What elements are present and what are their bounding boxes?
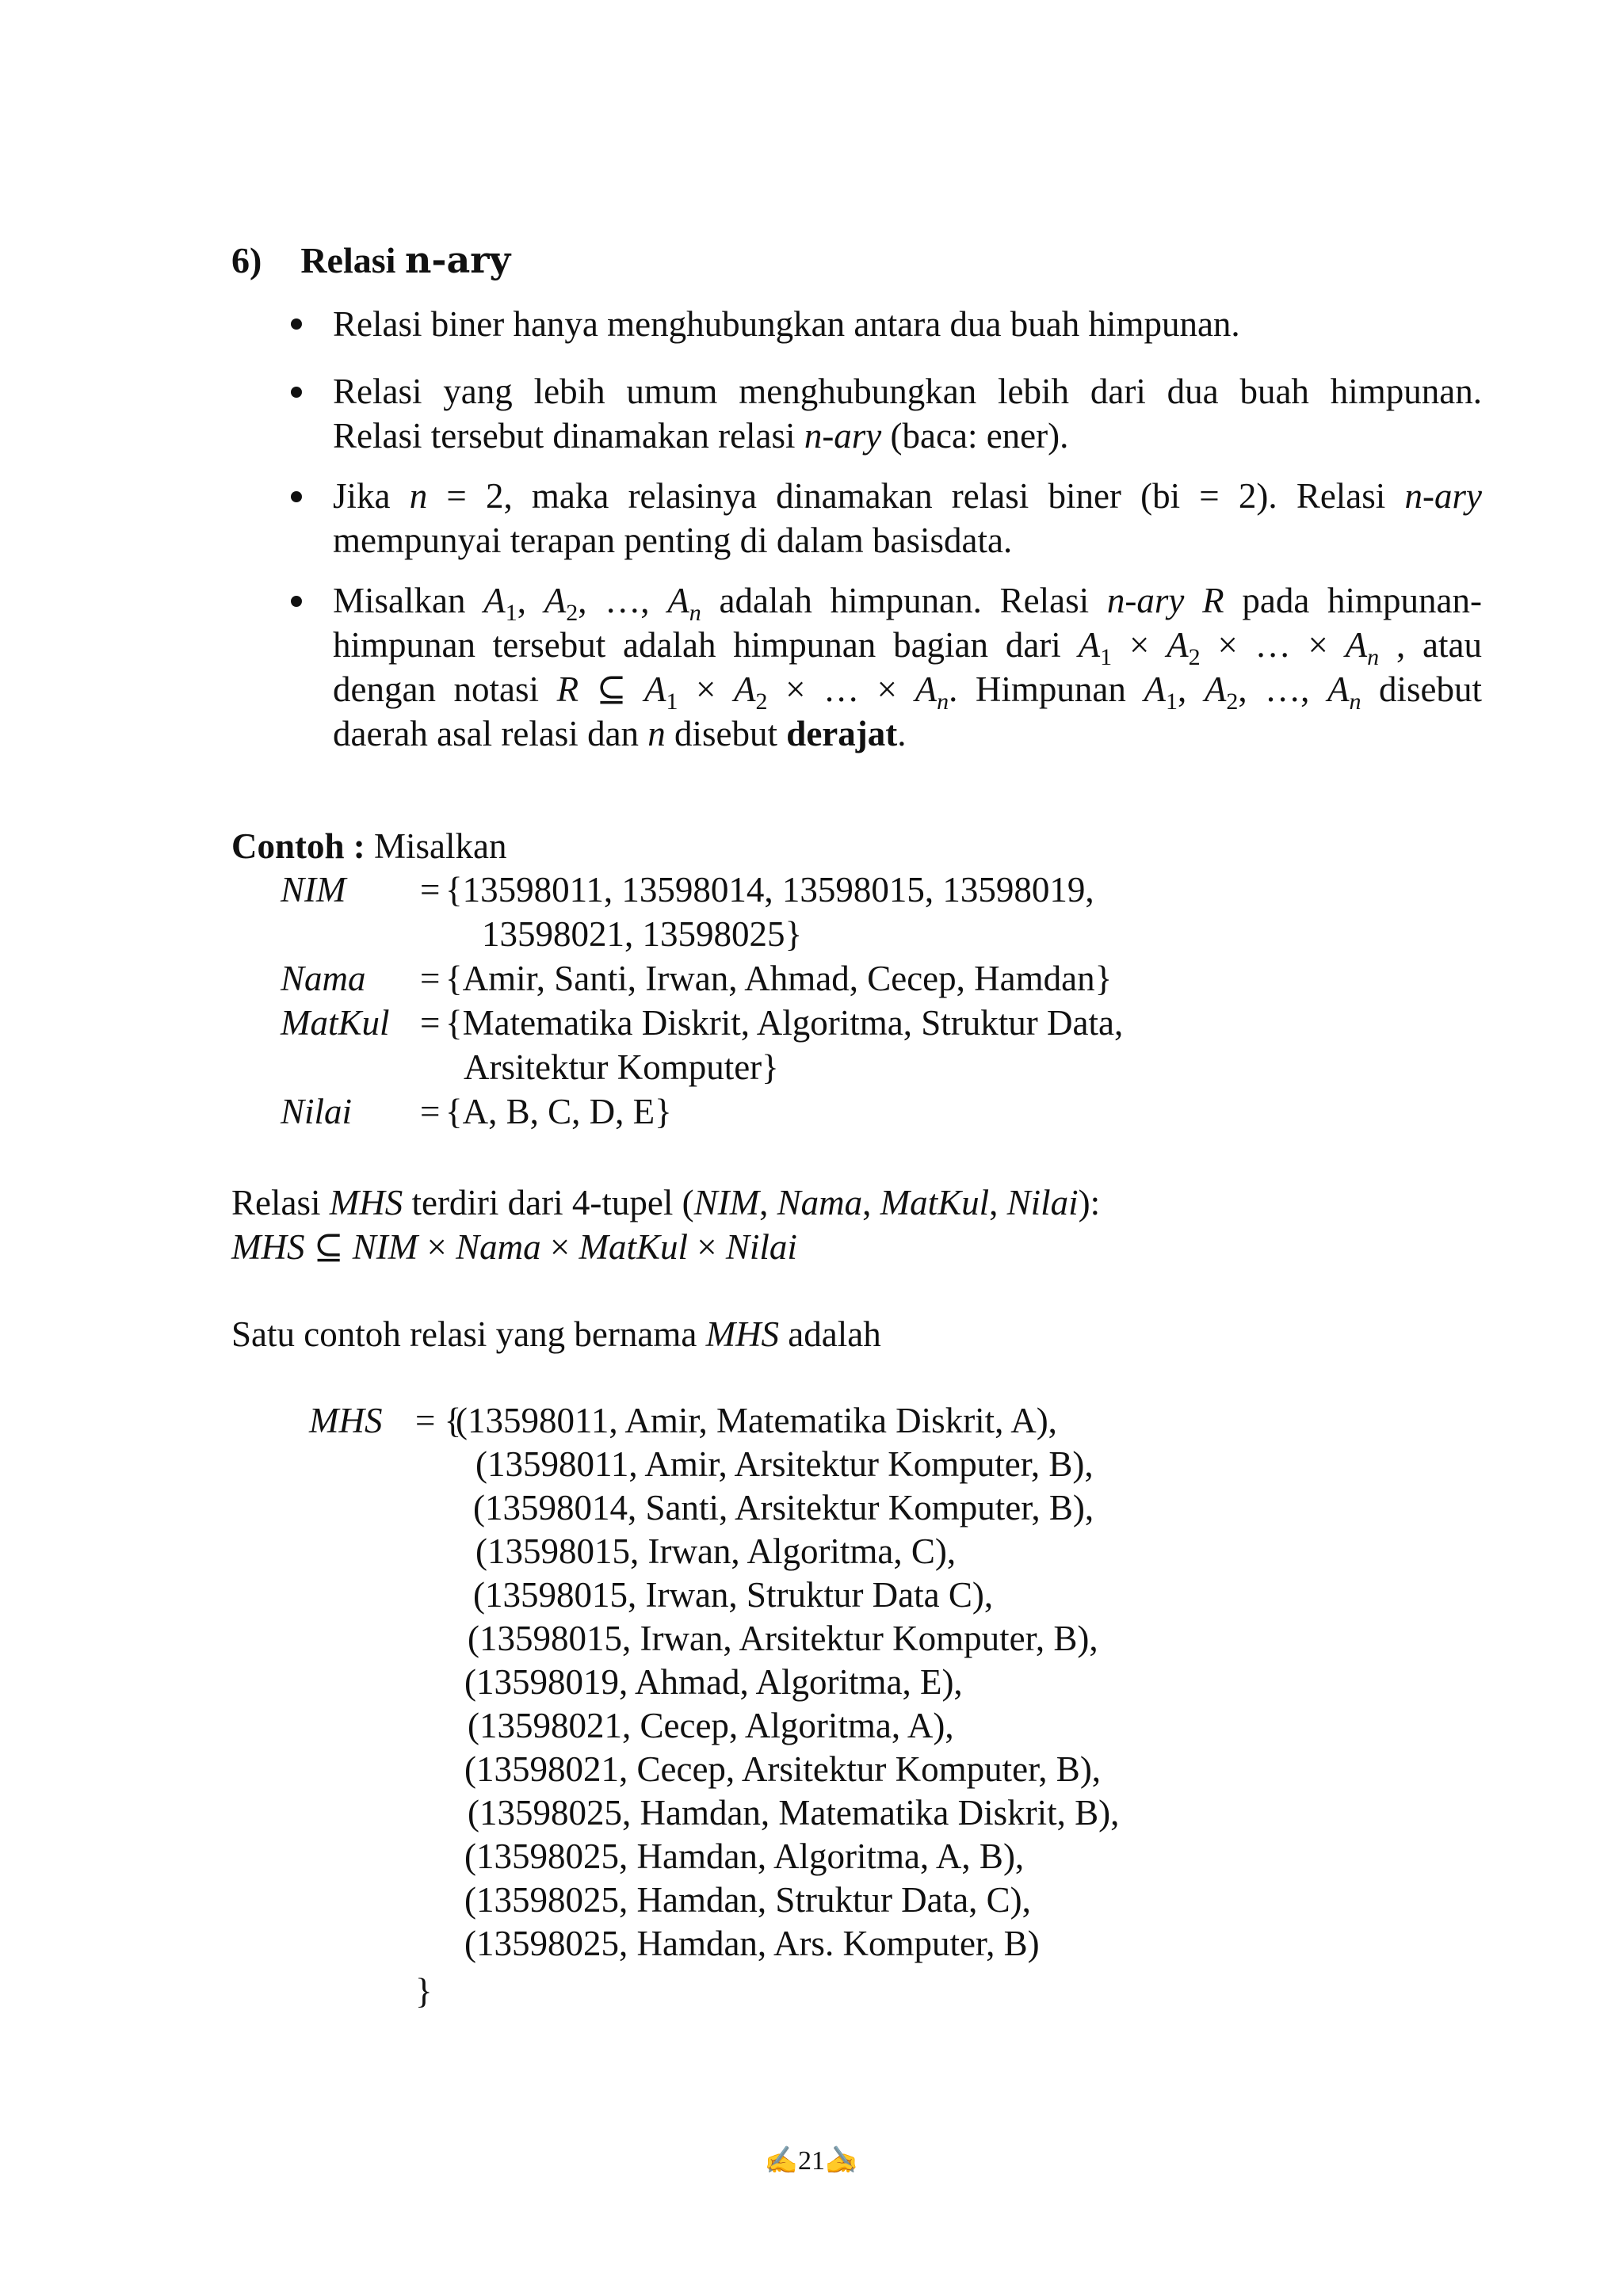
section-heading bbox=[231, 238, 510, 283]
bullet-4-line-1: Misalkan $A_1$, $A_2$, …, $A_n$ adalah himpunan. Relasi n-ary R pada himpunan- bbox=[333, 581, 1482, 626]
bullet-marker bbox=[291, 596, 302, 607]
tuple-row: (13598025, Hamdan, Algoritma, A, B), bbox=[464, 1836, 1025, 1876]
tuple-row: (13598025, Hamdan, Ars. Komputer, B) bbox=[464, 1924, 1040, 1963]
mhs-close-brace: } bbox=[415, 1971, 433, 2011]
set-eq: = bbox=[420, 870, 441, 910]
tuple-row: (13598014, Santi, Arsitektur Komputer, B), bbox=[473, 1488, 1094, 1527]
footer-left-glyph: ✍ bbox=[764, 2146, 798, 2176]
bullet-item-4 bbox=[333, 578, 1482, 756]
mhs-name: MHS bbox=[309, 1401, 383, 1440]
bullet-4-line-2: himpunan tersebut adalah himpunan bagian dari $A_1 \times A_2$ × … × $A_n$ , atau bbox=[333, 625, 1482, 670]
tuple-row: (13598015, Irwan, Struktur Data C), bbox=[473, 1575, 994, 1615]
bullet-3-line-2: mempunyai terapan penting di dalam basisdata. bbox=[333, 521, 1013, 560]
bullet-marker bbox=[291, 318, 302, 330]
bullet-3-line-1: Jika n = 2, maka relasinya dinamakan relasi biner (bi = 2). Relasi n-ary bbox=[333, 476, 1482, 516]
example-intro: Misalkan bbox=[365, 826, 507, 866]
set-value-nilai: {A, B, C, D, E} bbox=[445, 1092, 672, 1131]
tuple-row: (13598019, Ahmad, Algoritma, E), bbox=[464, 1662, 963, 1702]
example-heading bbox=[231, 824, 507, 868]
tuple-row: (13598015, Irwan, Arsitektur Komputer, B), bbox=[468, 1619, 1098, 1658]
example-label: Contoh : bbox=[231, 826, 365, 866]
bullet-marker bbox=[291, 387, 302, 398]
tuple-row: (13598021, Cecep, Arsitektur Komputer, B), bbox=[464, 1749, 1102, 1789]
footer-right-glyph: ✍ bbox=[825, 2146, 859, 2176]
set-value-nama: {Amir, Santi, Irwan, Ahmad, Cecep, Hamdan} bbox=[445, 959, 1113, 998]
page-footer bbox=[0, 2139, 1623, 2183]
page-number: 21 bbox=[798, 2146, 825, 2176]
relation-line-2: MHS ⊆ NIM × Nama × MatKul × Nilai bbox=[231, 1227, 797, 1267]
section-title-term: n-ary bbox=[404, 238, 511, 281]
tuple-row: (13598021, Cecep, Algoritma, A), bbox=[468, 1706, 954, 1745]
bullet-2-line-1: Relasi yang lebih umum menghubungkan lebih dari dua buah himpunan. bbox=[333, 372, 1482, 411]
section-number: 6) bbox=[231, 240, 262, 280]
set-value-nim: {13598011, 13598014, 13598015, 13598019, bbox=[445, 870, 1094, 910]
bullet-4-line-4: daerah asal relasi dan n disebut derajat. bbox=[333, 714, 907, 753]
relation-line-3: Satu contoh relasi yang bernama MHS adalah bbox=[231, 1314, 881, 1354]
set-eq: = bbox=[420, 1003, 441, 1043]
mhs-eq: = { bbox=[415, 1401, 462, 1440]
section-title-word: Relasi bbox=[300, 240, 396, 280]
tuple-row: (13598011, Amir, Arsitektur Komputer, B), bbox=[475, 1444, 1094, 1484]
bullet-item-3 bbox=[333, 474, 1482, 563]
set-value-matkul: {Matematika Diskrit, Algoritma, Struktur Data, bbox=[445, 1003, 1124, 1043]
set-eq: = bbox=[420, 959, 441, 998]
set-name-nilai: Nilai bbox=[281, 1092, 353, 1131]
bullet-marker bbox=[291, 491, 302, 502]
bullet-item-2 bbox=[333, 369, 1482, 458]
bullet-1-text: Relasi biner hanya menghubungkan antara dua buah himpunan. bbox=[333, 304, 1240, 344]
set-eq: = bbox=[420, 1092, 441, 1131]
relation-line-1: Relasi MHS terdiri dari 4-tupel (NIM, Nama, MatKul, Nilai): bbox=[231, 1183, 1101, 1222]
bullet-item-1 bbox=[333, 302, 1482, 346]
tuple-row: (13598025, Hamdan, Struktur Data, C), bbox=[464, 1880, 1031, 1920]
tuple-row: (13598011, Amir, Matematika Diskrit, A), bbox=[456, 1401, 1057, 1440]
bullet-4-line-3: dengan notasi R ⊆ $A_1 \times A_2$ × … × $A_n$. Himpunan $A_1$, $A_2$, …, $A_n$ disebut bbox=[333, 669, 1483, 715]
bullet-2-line-2: Relasi tersebut dinamakan relasi n-ary (baca: ener). bbox=[333, 416, 1069, 456]
set-value-nim-cont: 13598021, 13598025} bbox=[482, 914, 803, 954]
set-name-nama: Nama bbox=[281, 959, 366, 998]
set-name-matkul: MatKul bbox=[281, 1003, 390, 1043]
tuple-row: (13598015, Irwan, Algoritma, C), bbox=[475, 1531, 957, 1571]
set-name-nim: NIM bbox=[281, 870, 346, 910]
set-value-matkul-cont: Arsitektur Komputer} bbox=[464, 1047, 779, 1087]
tuple-row: (13598025, Hamdan, Matematika Diskrit, B), bbox=[468, 1793, 1120, 1833]
